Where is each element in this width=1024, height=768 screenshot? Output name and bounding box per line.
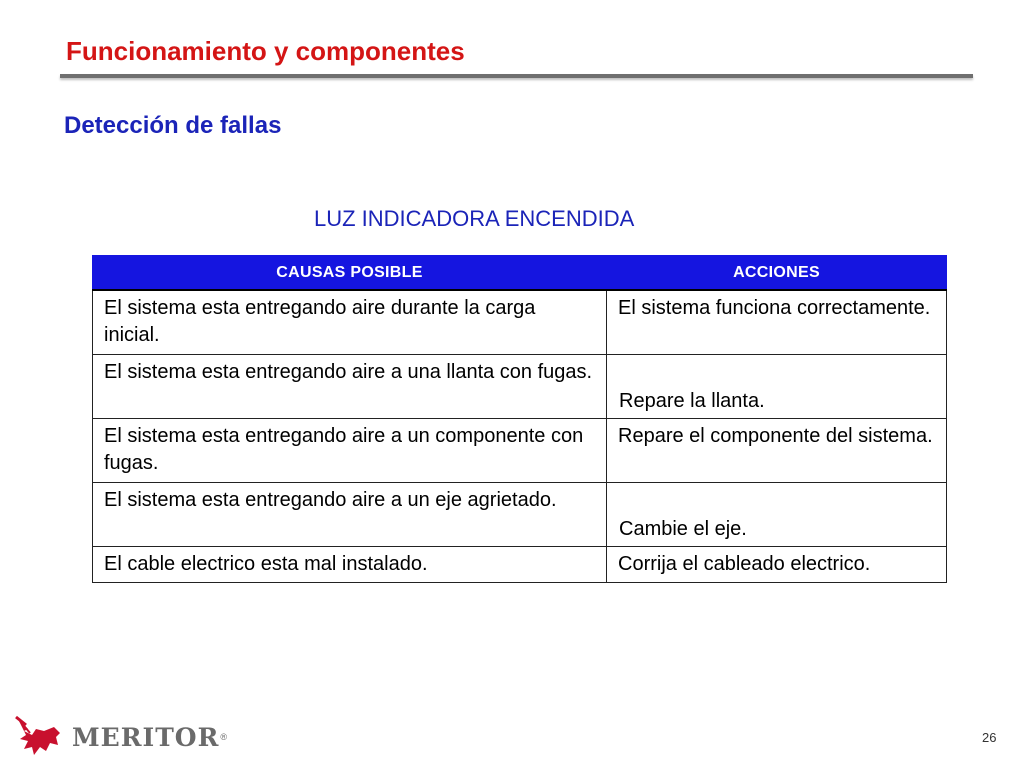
action-cell: Cambie el eje. <box>607 483 947 547</box>
meritor-logo <box>14 712 244 762</box>
cause-cell: El cable electrico esta mal instalado. <box>93 547 607 583</box>
bull-icon <box>14 715 64 759</box>
slide-title: Funcionamiento y componentes <box>66 36 465 66</box>
table-row <box>93 483 947 547</box>
action-cell: Repare el componente del sistema. <box>607 419 947 483</box>
header-causes: CAUSAS POSIBLE <box>93 256 607 291</box>
cause-cell: El sistema esta entregando aire a un componente con fugas. <box>93 419 607 483</box>
cause-cell: El sistema esta entregando aire a una llanta con fugas. <box>93 355 607 419</box>
table-row <box>93 290 947 355</box>
registered-mark: ® <box>220 732 227 742</box>
action-cell: Corrija el cableado electrico. <box>607 547 947 583</box>
section-title: Detección de fallas <box>64 112 282 139</box>
table-caption: LUZ INDICADORA ENCENDIDA <box>314 206 635 231</box>
cause-cell: El sistema esta entregando aire durante la carga inicial. <box>93 290 607 355</box>
page-number: 26 <box>982 730 997 745</box>
logo-wordmark: MERITOR <box>72 722 220 752</box>
action-cell: El sistema funciona correctamente. <box>607 290 947 355</box>
table-header-row <box>93 256 947 291</box>
table-row <box>93 355 947 419</box>
fault-detection-table <box>92 255 947 583</box>
header-actions: ACCIONES <box>607 256 947 291</box>
table-row <box>93 547 947 583</box>
table-row <box>93 419 947 483</box>
cause-cell: El sistema esta entregando aire a un eje agrietado. <box>93 483 607 547</box>
action-cell: Repare la llanta. <box>607 355 947 419</box>
title-divider <box>60 74 973 78</box>
